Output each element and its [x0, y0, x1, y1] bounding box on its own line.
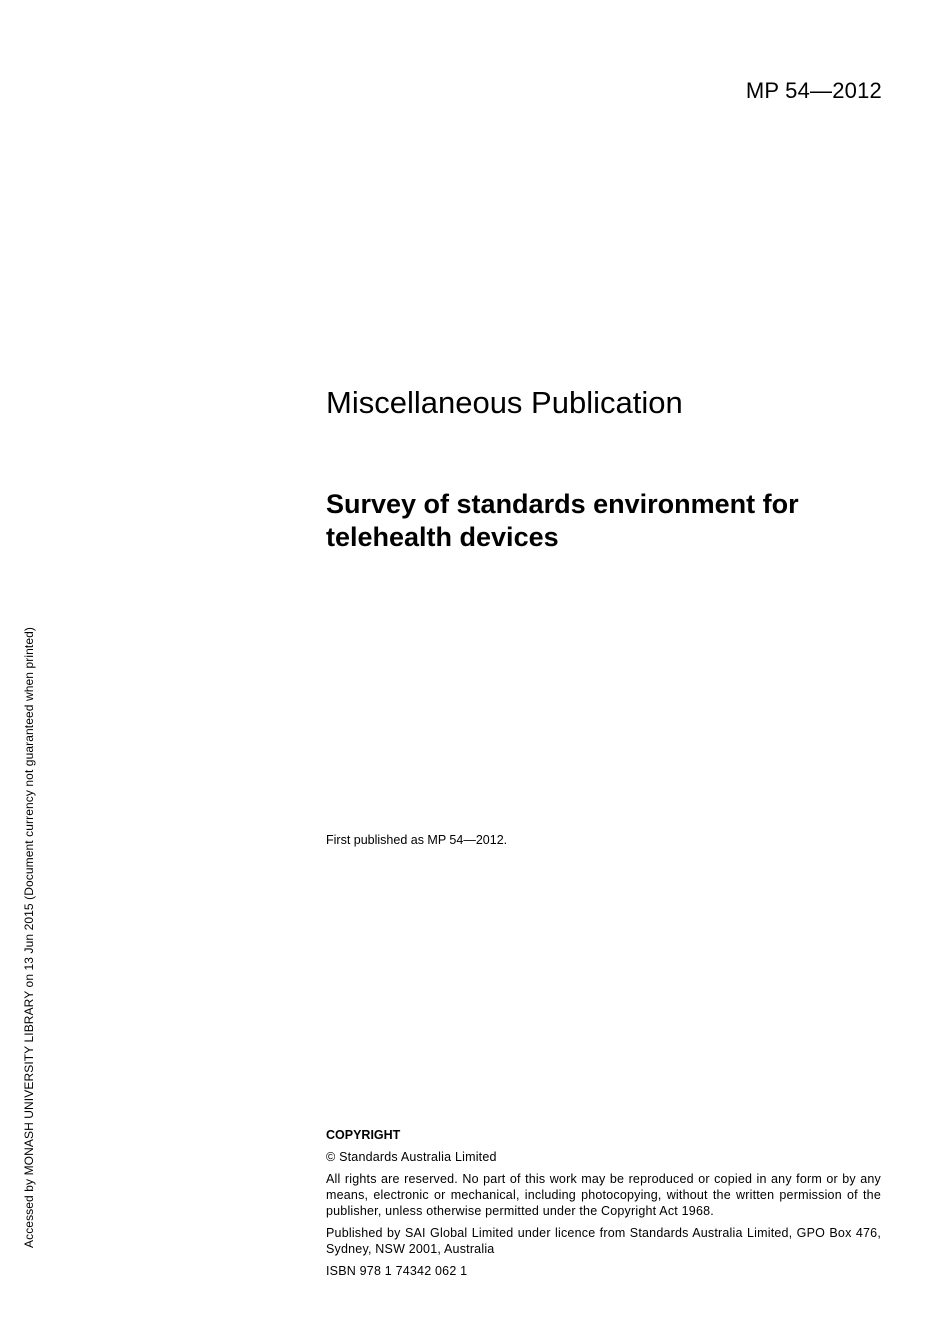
first-published-note: First published as MP 54—2012. [326, 833, 508, 847]
document-title: Survey of standards environment for telehealth devices [326, 489, 799, 552]
publisher-statement: Published by SAI Global Limited under licence from Standards Australia Limited, GPO Box 476, Sydney, NSW 2001, Australia [326, 1226, 881, 1256]
document-number: MP 54—2012 [745, 78, 882, 103]
publication-type: Miscellaneous Publication [326, 385, 683, 420]
copyright-block [326, 1127, 881, 1285]
copyright-holder: © Standards Australia Limited [326, 1150, 497, 1164]
isbn: ISBN 978 1 74342 062 1 [326, 1264, 468, 1278]
rights-statement: All rights are reserved. No part of this work may be reproduced or copied in any form or by any means, electronic or mechanical, including photocopying, without the written permission of the publisher, unless otherwise permitted under the Copyright Act 1968. [326, 1172, 881, 1218]
copyright-heading: COPYRIGHT [326, 1128, 401, 1142]
access-margin-note: Accessed by MONASH UNIVERSITY LIBRARY on 13 Jun 2015 (Document currency not guaranteed when printed) [22, 627, 36, 1248]
